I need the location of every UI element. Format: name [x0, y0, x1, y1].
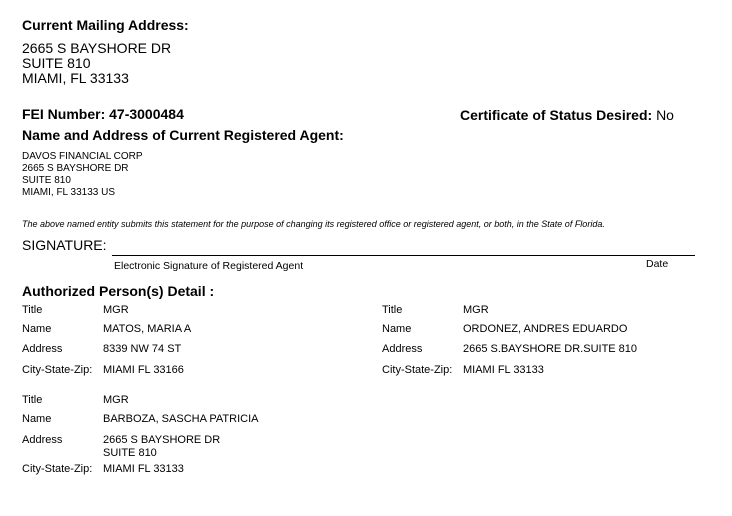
certificate-value: No — [656, 107, 674, 123]
agent-line-1: DAVOS FINANCIAL CORP — [22, 151, 143, 162]
fei-number — [22, 106, 184, 122]
city-state-zip-label: City-State-Zip: — [22, 463, 93, 475]
certificate-label: Certificate of Status Desired: — [460, 107, 653, 123]
address-label: Address — [382, 343, 423, 355]
person-city-state-zip: MIAMI FL 33133 — [463, 364, 544, 376]
mailing-address-line-1: 2665 S BAYSHORE DR — [22, 40, 172, 56]
title-label: Title — [22, 304, 43, 316]
address-label: Address — [22, 434, 63, 446]
agent-line-4: MIAMI, FL 33133 US — [22, 187, 115, 198]
title-label: Title — [22, 394, 43, 406]
mailing-address-line-2: SUITE 810 — [22, 55, 91, 71]
mailing-address-heading: Current Mailing Address: — [22, 17, 189, 33]
signature-caption: Electronic Signature of Registered Agent — [114, 260, 304, 272]
person-address-line-1: 2665 S BAYSHORE DR — [103, 434, 221, 446]
agent-line-3: SUITE 810 — [22, 175, 71, 186]
signature-label: SIGNATURE: — [22, 237, 107, 253]
person-address: 8339 NW 74 ST — [103, 343, 182, 355]
person-title: MGR — [103, 394, 129, 406]
statement-text: The above named entity submits this statement for the purpose of changing its registered office or registered agent, or both, in the State of Florida. — [22, 219, 605, 229]
address-label: Address — [22, 343, 63, 355]
name-label: Name — [22, 413, 52, 425]
name-label: Name — [382, 323, 412, 335]
registered-agent-heading: Name and Address of Current Registered Agent: — [22, 127, 344, 143]
fei-number-label: FEI Number: — [22, 106, 106, 122]
person-name: BARBOZA, SASCHA PATRICIA — [103, 413, 259, 425]
certificate-of-status — [460, 107, 674, 123]
name-label: Name — [22, 323, 52, 335]
person-city-state-zip: MIAMI FL 33166 — [103, 364, 184, 376]
person-city-state-zip: MIAMI FL 33133 — [103, 463, 184, 475]
fei-number-value: 47-3000484 — [109, 106, 184, 122]
person-title: MGR — [463, 304, 489, 316]
person-title: MGR — [103, 304, 129, 316]
mailing-address-line-3: MIAMI, FL 33133 — [22, 70, 129, 86]
person-name: MATOS, MARIA A — [103, 323, 192, 335]
authorized-persons-heading: Authorized Person(s) Detail : — [22, 283, 215, 299]
signature-line — [112, 255, 695, 256]
person-name: ORDONEZ, ANDRES EDUARDO — [463, 323, 628, 335]
signature-date-label: Date — [646, 258, 669, 270]
person-address-line-2: SUITE 810 — [103, 447, 157, 459]
person-address: 2665 S.BAYSHORE DR.SUITE 810 — [463, 343, 638, 355]
city-state-zip-label: City-State-Zip: — [22, 364, 93, 376]
city-state-zip-label: City-State-Zip: — [382, 364, 453, 376]
title-label: Title — [382, 304, 403, 316]
agent-line-2: 2665 S BAYSHORE DR — [22, 163, 129, 174]
